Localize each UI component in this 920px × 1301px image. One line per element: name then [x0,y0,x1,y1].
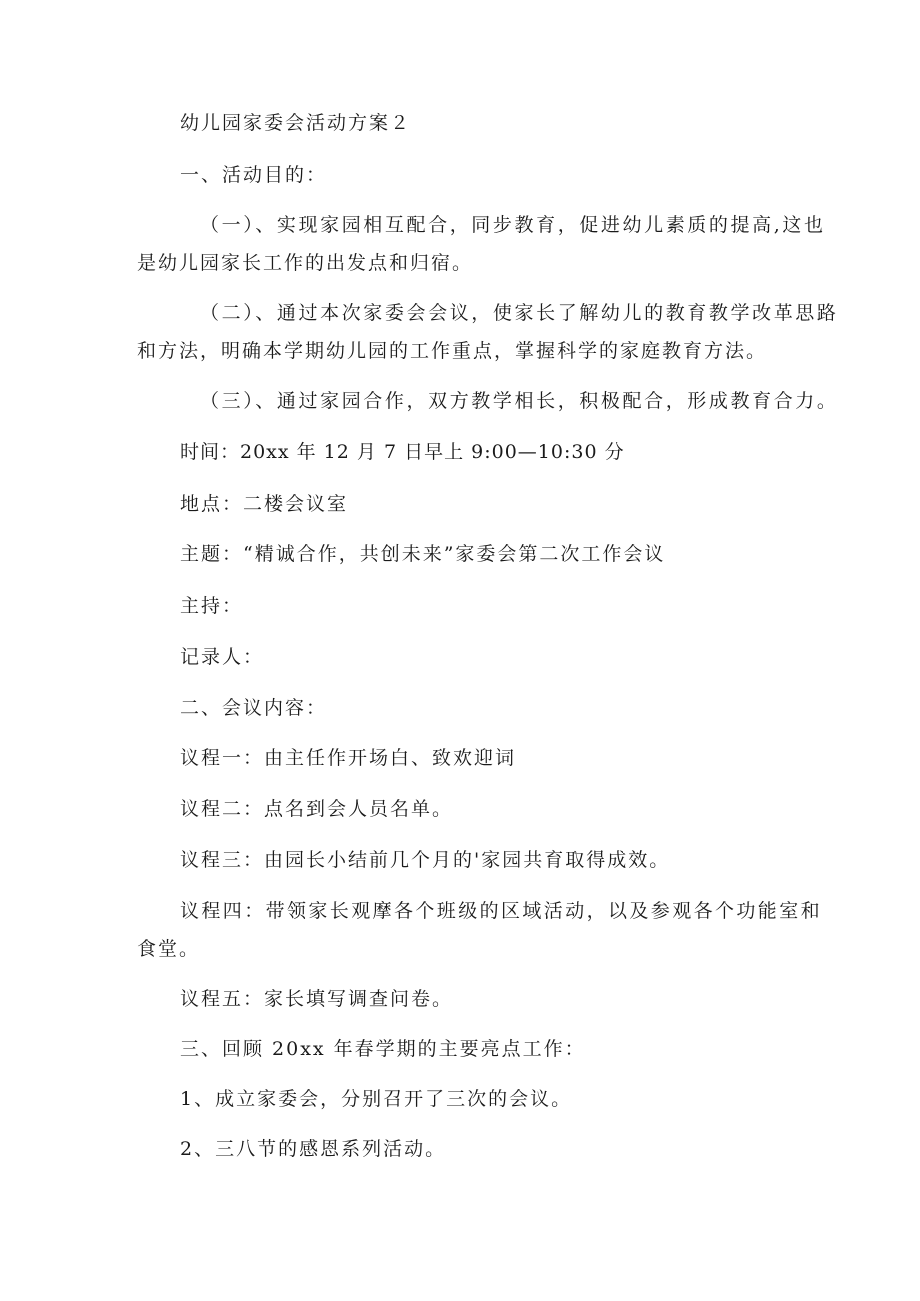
review-item-2: 2、三八节的感恩系列活动。 [180,1138,447,1160]
paragraph-purpose-3: （三）、通过家园合作，双方教学相长，积极配合，形成教育合力。 [200,390,839,412]
document-title: 幼儿园家委会活动方案２ [180,112,412,134]
agenda-item-4-cont: 食堂。 [137,938,201,960]
agenda-item-4: 议程四：带领家长观摩各个班级的区域活动，以及参观各个功能室和 [180,900,823,922]
meeting-theme: 主题：“精诚合作，共创未来”家委会第二次工作会议 [180,543,666,565]
meeting-time: 时间：20xx 年 12 月 7 日早上 9:00—10:30 分 [180,441,625,463]
review-item-1: 1、成立家委会，分别召开了三次的会议。 [180,1088,573,1110]
meeting-host: 主持： [180,595,244,617]
agenda-item-5: 议程五：家长填写调查问卷。 [180,988,454,1010]
section-heading-review: 三、回顾 20xx 年春学期的主要亮点工作： [180,1038,586,1060]
paragraph-purpose-1-cont: 是幼儿园家长工作的出发点和归宿。 [137,252,474,274]
meeting-place: 地点：二楼会议室 [180,493,349,515]
meeting-recorder: 记录人： [180,646,265,668]
agenda-item-1: 议程一：由主任作开场白、致欢迎词 [180,747,517,769]
section-heading-content: 二、会议内容： [180,697,328,719]
paragraph-purpose-2: （二）、通过本次家委会会议，使家长了解幼儿的教育教学改革思路 [200,302,839,324]
agenda-item-2: 议程二：点名到会人员名单。 [180,798,454,820]
section-heading-purpose: 一、活动目的： [180,164,328,186]
agenda-item-3: 议程三：由园长小结前几个月的'家园共育取得成效。 [180,849,671,871]
paragraph-purpose-2-cont: 和方法，明确本学期幼儿园的工作重点，掌握科学的家庭教育方法。 [137,340,768,362]
paragraph-purpose-1: （一）、实现家园相互配合，同步教育，促进幼儿素质的提高,这也 [200,214,826,236]
